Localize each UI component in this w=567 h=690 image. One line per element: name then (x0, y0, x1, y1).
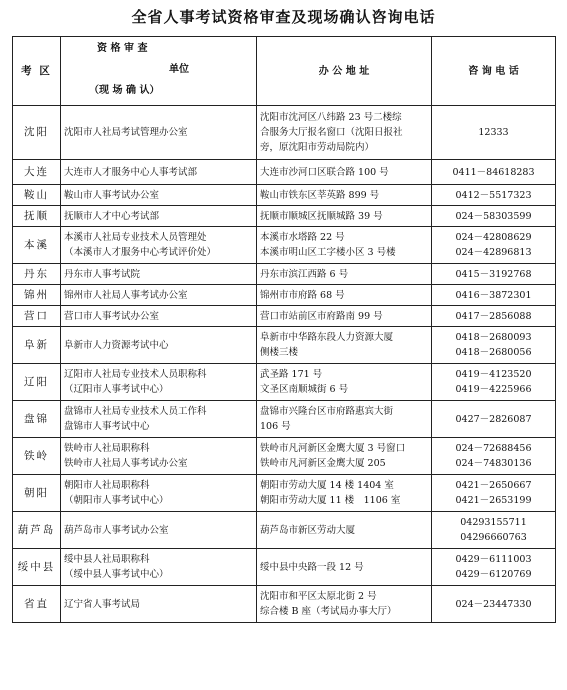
unit-cell (61, 327, 257, 364)
area-cell: 阜新 (13, 327, 61, 364)
address-cell (257, 438, 432, 475)
address-cell-line: 铁岭市凡河新区金鹰大厦 3 号窗口 (260, 443, 406, 454)
unit-cell-line: 盘锦市人社局专业技术人员工作科 (64, 406, 207, 417)
area-cell: 省直 (13, 586, 61, 623)
phone-cell (432, 401, 556, 438)
unit-cell-line: 锦州市人社局人事考试办公室 (64, 289, 188, 301)
area-cell: 绥中县 (13, 549, 61, 586)
unit-cell (61, 512, 257, 549)
table-row (13, 327, 556, 364)
phone-cell (432, 475, 556, 512)
unit-cell (61, 549, 257, 586)
unit-cell-line: 抚顺市人才中心考试部 (64, 210, 160, 222)
phone-cell-line: 0418－2680056 (455, 347, 532, 358)
area-cell: 本溪 (13, 227, 61, 264)
header-address: 办 公 地 址 (257, 37, 432, 106)
address-cell-line: 本溪市水塔路 22 号 (260, 232, 345, 243)
table-row (13, 401, 556, 438)
address-cell-line: 旁，原沈阳市劳动局院内） (260, 142, 375, 153)
unit-cell-line: 丹东市人事考试院 (64, 268, 141, 280)
area-cell: 鞍山 (13, 185, 61, 206)
unit-cell-line: 铁岭市人社局人事考试办公室 (64, 458, 188, 469)
phone-cell-line: 024－58303599 (455, 210, 532, 222)
address-cell-line: 绥中县中央路一段 12 号 (260, 561, 364, 573)
phone-cell-line: 04293155711 (460, 517, 527, 528)
address-cell-line: 106 号 (260, 421, 291, 432)
header-area: 考 区 (13, 37, 61, 106)
table-row (13, 586, 556, 623)
phone-cell (432, 512, 556, 549)
table-row (13, 512, 556, 549)
phone-cell-line: 0421－2650667 (455, 480, 532, 491)
phone-cell (432, 364, 556, 401)
address-cell-line: 本溪市明山区工字楼小区 3 号楼 (260, 247, 396, 258)
address-cell (257, 327, 432, 364)
phone-cell-line: 0429－6120769 (455, 569, 532, 580)
address-cell-line: 大连市沙河口区联合路 100 号 (260, 166, 389, 178)
phone-cell (432, 264, 556, 285)
area-cell: 锦州 (13, 285, 61, 306)
table-row (13, 438, 556, 475)
table-row (13, 549, 556, 586)
unit-cell (61, 206, 257, 227)
unit-cell (61, 185, 257, 206)
phone-cell (432, 586, 556, 623)
address-cell-line: 阜新市中华路东段人力资源大厦 (260, 332, 394, 343)
phone-cell (432, 206, 556, 227)
phone-cell-line: 024－74830136 (455, 458, 532, 469)
address-cell-line: 抚顺市顺城区抚顺城路 39 号 (260, 210, 383, 222)
phone-cell (432, 549, 556, 586)
phone-cell-line: 12333 (478, 127, 509, 138)
unit-cell (61, 586, 257, 623)
address-cell (257, 206, 432, 227)
address-cell (257, 401, 432, 438)
header-row (13, 37, 556, 106)
phone-cell (432, 160, 556, 185)
unit-cell (61, 438, 257, 475)
phone-cell (432, 106, 556, 160)
phone-cell-line: 0411－84618283 (452, 166, 535, 178)
header-unit-top: 资 格 审 查 (97, 43, 148, 54)
phone-cell-line: 0421－2653199 (455, 495, 532, 506)
address-cell-line: 鞍山市铁东区莘英路 899 号 (260, 189, 380, 201)
address-cell (257, 364, 432, 401)
contact-table (12, 36, 556, 623)
phone-cell-line: 0419－4225966 (455, 384, 532, 395)
phone-cell (432, 285, 556, 306)
address-cell (257, 185, 432, 206)
phone-cell-line: 024－42896813 (455, 247, 532, 258)
unit-cell-line: 本溪市人社局专业技术人员管理处 (64, 232, 207, 243)
phone-cell (432, 327, 556, 364)
table-row (13, 306, 556, 327)
address-cell (257, 306, 432, 327)
phone-cell (432, 185, 556, 206)
address-cell (257, 475, 432, 512)
address-cell (257, 285, 432, 306)
header-phone: 咨 询 电 话 (432, 37, 556, 106)
unit-cell (61, 306, 257, 327)
address-cell-line: 铁岭市凡河新区金鹰大厦 205 (260, 458, 386, 469)
unit-cell-line: 大连市人才服务中心人事考试部 (64, 166, 198, 178)
phone-cell-line: 0412－5517323 (455, 189, 532, 201)
phone-cell-line: 024－72688456 (455, 443, 532, 454)
address-cell (257, 586, 432, 623)
table-row (13, 206, 556, 227)
area-cell: 大连 (13, 160, 61, 185)
address-cell-line: 丹东市滨江西路 6 号 (260, 268, 349, 280)
table-row (13, 160, 556, 185)
unit-cell-line: 阜新市人力资源考试中心 (64, 339, 169, 351)
unit-cell (61, 475, 257, 512)
phone-cell (432, 306, 556, 327)
address-cell-line: 朝阳市劳动大厦 11 楼 1106 室 (260, 495, 401, 506)
unit-cell-line: 盘锦市人事考试中心 (64, 421, 150, 432)
address-cell (257, 160, 432, 185)
table-row (13, 227, 556, 264)
area-cell: 葫芦岛 (13, 512, 61, 549)
unit-cell-line: 绥中县人社局职称科 (64, 554, 150, 565)
phone-cell-line: 0417－2856088 (455, 310, 532, 322)
header-unit-bottom: （现 场 确 认） (89, 85, 160, 96)
address-cell-line: 葫芦岛市新区劳动大厦 (260, 524, 356, 536)
phone-cell (432, 438, 556, 475)
phone-cell-line: 0416－3872301 (455, 289, 532, 301)
unit-cell-line: 铁岭市人社局职称科 (64, 443, 150, 454)
unit-cell (61, 401, 257, 438)
area-cell: 丹东 (13, 264, 61, 285)
address-cell-line: 锦州市市府路 68 号 (260, 289, 345, 301)
address-cell-line: 沈阳市沈河区八纬路 23 号二楼综 (260, 112, 402, 123)
table-row (13, 285, 556, 306)
address-cell (257, 549, 432, 586)
phone-cell-line: 024－42808629 (455, 232, 532, 243)
area-cell: 辽阳 (13, 364, 61, 401)
unit-cell-line: （辽阳市人事考试中心） (64, 384, 169, 395)
address-cell-line: 侧楼三楼 (260, 347, 299, 358)
page-title: 全省人事考试资格审查及现场确认咨询电话 (131, 8, 436, 26)
unit-cell (61, 106, 257, 160)
address-cell-line: 沈阳市和平区太原北街 2 号 (260, 591, 377, 602)
unit-cell (61, 285, 257, 306)
unit-cell-line: （本溪市人才服务中心考试评价处） (64, 247, 217, 258)
area-cell: 抚顺 (13, 206, 61, 227)
address-cell-line: 文圣区南顺城街 6 号 (260, 384, 349, 395)
unit-cell-line: 鞍山市人事考试办公室 (64, 189, 160, 201)
unit-cell (61, 264, 257, 285)
table-row (13, 264, 556, 285)
phone-cell-line: 04296660763 (460, 532, 527, 543)
table-row (13, 475, 556, 512)
unit-cell-line: 辽宁省人事考试局 (64, 598, 141, 610)
address-cell-line: 综合楼 B 座（考试局办事大厅） (260, 606, 397, 617)
unit-cell (61, 160, 257, 185)
address-cell-line: 合服务大厅报名窗口（沈阳日报社 (260, 127, 403, 138)
unit-cell-line: （朝阳市人事考试中心） (64, 495, 169, 506)
address-cell-line: 盘锦市兴隆台区市府路惠宾大街 (260, 406, 394, 417)
area-cell: 营口 (13, 306, 61, 327)
area-cell: 铁岭 (13, 438, 61, 475)
phone-cell (432, 227, 556, 264)
unit-cell-line: （绥中县人事考试中心） (64, 569, 169, 580)
table-row (13, 185, 556, 206)
header-unit-mid: 单位 (169, 64, 189, 75)
address-cell (257, 264, 432, 285)
phone-cell-line: 0418－2680093 (455, 332, 532, 343)
unit-cell-line: 葫芦岛市人事考试办公室 (64, 524, 169, 536)
address-cell-line: 武圣路 171 号 (260, 369, 323, 380)
area-cell: 沈阳 (13, 106, 61, 160)
area-cell: 盘锦 (13, 401, 61, 438)
unit-cell-line: 沈阳市人社局考试管理办公室 (64, 127, 188, 138)
address-cell (257, 512, 432, 549)
address-cell (257, 106, 432, 160)
unit-cell-line: 朝阳市人社局职称科 (64, 480, 150, 491)
phone-cell-line: 0415－3192768 (455, 268, 532, 280)
unit-cell-line: 辽阳市人社局专业技术人员职称科 (64, 369, 207, 380)
address-cell-line: 朝阳市劳动大厦 14 楼 1404 室 (260, 480, 394, 491)
address-cell (257, 227, 432, 264)
unit-cell (61, 227, 257, 264)
table-row (13, 364, 556, 401)
unit-cell-line: 营口市人事考试办公室 (64, 310, 160, 322)
phone-cell-line: 0419－4123520 (455, 369, 532, 380)
table-row (13, 106, 556, 160)
address-cell-line: 营口市站前区市府路南 99 号 (260, 310, 383, 322)
unit-cell (61, 364, 257, 401)
phone-cell-line: 024－23447330 (455, 598, 532, 610)
header-unit (61, 37, 257, 106)
phone-cell-line: 0429－6111003 (455, 554, 532, 565)
table-body (13, 106, 556, 623)
area-cell: 朝阳 (13, 475, 61, 512)
phone-cell-line: 0427－2826087 (455, 413, 532, 425)
